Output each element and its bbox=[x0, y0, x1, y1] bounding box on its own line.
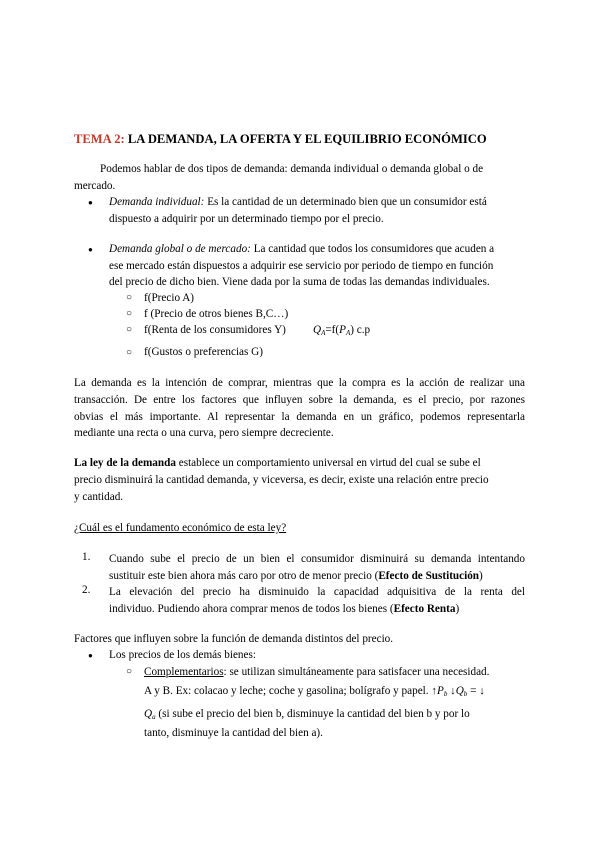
question-text: ¿Cuál es el fundamento económico de esta ley? bbox=[74, 522, 287, 534]
other-prices-item: Los precios de los demás bienes: bbox=[109, 649, 256, 661]
para1-line-2: transacción. De entre los factores que influyen sobre la demanda, es el precio, por razones bbox=[74, 394, 525, 406]
intro-line-2: mercado. bbox=[74, 180, 116, 192]
complementarios-line-3 bbox=[144, 706, 470, 726]
list-item-2-end: ) bbox=[455, 603, 460, 615]
bullet-dot: ● bbox=[88, 245, 93, 254]
demand-formula bbox=[313, 322, 370, 342]
page-title bbox=[74, 131, 487, 148]
complementarios-line-2 bbox=[144, 683, 485, 703]
qty-b: Q bbox=[455, 685, 464, 697]
intro-line-1: Podemos hablar de dos tipos de demanda: demanda individual o demanda global o de bbox=[100, 163, 484, 175]
income-effect: Efecto Renta bbox=[393, 603, 456, 615]
list-item-1-line-1: Cuando sube el precio de un bien el consumidor disminuirá su demanda intentando bbox=[109, 553, 525, 565]
factor-income: f(Renta de los consumidores Y) bbox=[144, 324, 286, 336]
bullet-dot: ● bbox=[88, 651, 93, 660]
bullet-dot: ● bbox=[88, 198, 93, 207]
complementarios-term: Complementarios bbox=[144, 666, 224, 678]
para1-line-1: La demanda es la intención de comprar, mientras que la compra es la acción de realizar una bbox=[74, 377, 525, 389]
factor-other-prices: f (Precio de otros bienes B,C…) bbox=[144, 308, 289, 320]
bullet-global bbox=[109, 241, 494, 258]
circle-bullet: ○ bbox=[126, 666, 133, 677]
para1-line-3: obvias el más importante. Al representar la demanda en un gráfico, podemos representarla bbox=[74, 411, 525, 423]
price-b-sub: b bbox=[443, 690, 448, 698]
factor-price: f(Precio A) bbox=[144, 292, 195, 304]
para2-line-1 bbox=[74, 455, 481, 472]
question-heading bbox=[74, 520, 286, 537]
law-of-demand: La ley de la demanda bbox=[74, 457, 176, 469]
formula-mid: =f( bbox=[325, 324, 340, 336]
circle-bullet: ○ bbox=[126, 292, 133, 303]
formula-q-sub: A bbox=[321, 329, 326, 337]
complementarios-examples: A y B. Ex: colacao y leche; coche y gasolina; bolígrafo y papel. ↑ bbox=[144, 685, 437, 697]
list-item-2-line-1: La elevación del precio ha disminuido la capacidad adquisitiva de la renta del bbox=[109, 586, 525, 598]
factors-intro: Factores que influyen sobre la función de demanda distintos del precio. bbox=[74, 633, 394, 645]
formula-p-sub: A bbox=[345, 329, 351, 337]
para2-line-2: precio disminuirá la cantidad demanda, y viceversa, es decir, existe una relación entre precio bbox=[74, 474, 489, 486]
title-text: LA DEMANDA, LA OFERTA Y EL EQUILIBRIO ECONÓMICO bbox=[124, 132, 487, 146]
bullet-global-line-2: ese mercado están dispuestos a adquirir ese servicio por periodo de tiempo en función bbox=[109, 260, 494, 272]
list-item-1-end: ) bbox=[479, 570, 483, 582]
list-item-1-text: sustituir este bien ahora más caro por otro de menor precio ( bbox=[109, 570, 379, 582]
circle-bullet: ○ bbox=[126, 347, 133, 358]
list-number: 2. bbox=[82, 584, 91, 596]
term-individual: Demanda individual: bbox=[109, 196, 205, 208]
circle-bullet: ○ bbox=[126, 324, 133, 335]
factor-tastes: f(Gustos o preferencias G) bbox=[144, 346, 263, 358]
complementarios-line-4: tanto, disminuye la cantidad del bien a). bbox=[144, 727, 323, 739]
list-item-1-line-2 bbox=[109, 568, 483, 585]
list-number: 1. bbox=[82, 551, 91, 563]
complementarios-line-1 bbox=[144, 664, 489, 681]
formula-p: P bbox=[339, 324, 346, 336]
bullet-individual-line-1: Es la cantidad de un determinado bien que un consumidor está bbox=[204, 196, 487, 208]
list-item-2-line-2 bbox=[109, 601, 459, 618]
bullet-global-line-1: La cantidad que todos los consumidores que acuden a bbox=[250, 243, 495, 255]
down-arrow: ↓ bbox=[447, 685, 456, 697]
formula-q: Q bbox=[313, 324, 322, 336]
equals-down: = ↓ bbox=[467, 685, 485, 697]
para2-line-3: y cantidad. bbox=[74, 491, 124, 503]
qty-b-sub: b bbox=[463, 690, 468, 698]
title-prefix: TEMA 2: bbox=[74, 132, 125, 146]
formula-end: ) c.p bbox=[350, 324, 371, 336]
circle-bullet: ○ bbox=[126, 308, 133, 319]
bullet-global-line-3: del precio de dicho bien. Viene dada por la suma de todas las demandas individuales. bbox=[109, 276, 490, 288]
term-global: Demanda global o de mercado: bbox=[109, 243, 251, 255]
substitution-effect: Efecto de Sustitución bbox=[378, 570, 480, 582]
para1-line-4: mediante una recta o una curva, pero siempre decreciente. bbox=[74, 427, 334, 439]
bullet-individual-line-2: dispuesto a adquirir por un determinado tiempo por el precio. bbox=[109, 213, 384, 225]
price-b: P bbox=[436, 685, 444, 697]
complementarios-explanation: (si sube el precio del bien b, disminuye la cantidad del bien b y por lo bbox=[155, 708, 470, 720]
bullet-individual bbox=[109, 194, 487, 211]
qty-a: Q bbox=[144, 708, 153, 720]
list-item-2-text: individuo. Pudiendo ahora comprar menos de todos los bienes ( bbox=[109, 603, 394, 615]
complementarios-text: : se utilizan simultáneamente para satisfacer una necesidad. bbox=[223, 666, 490, 678]
para2-line-1-text: establece un comportamiento universal en virtud del cual se sube el bbox=[175, 457, 481, 469]
qty-a-sub: a bbox=[152, 713, 156, 721]
